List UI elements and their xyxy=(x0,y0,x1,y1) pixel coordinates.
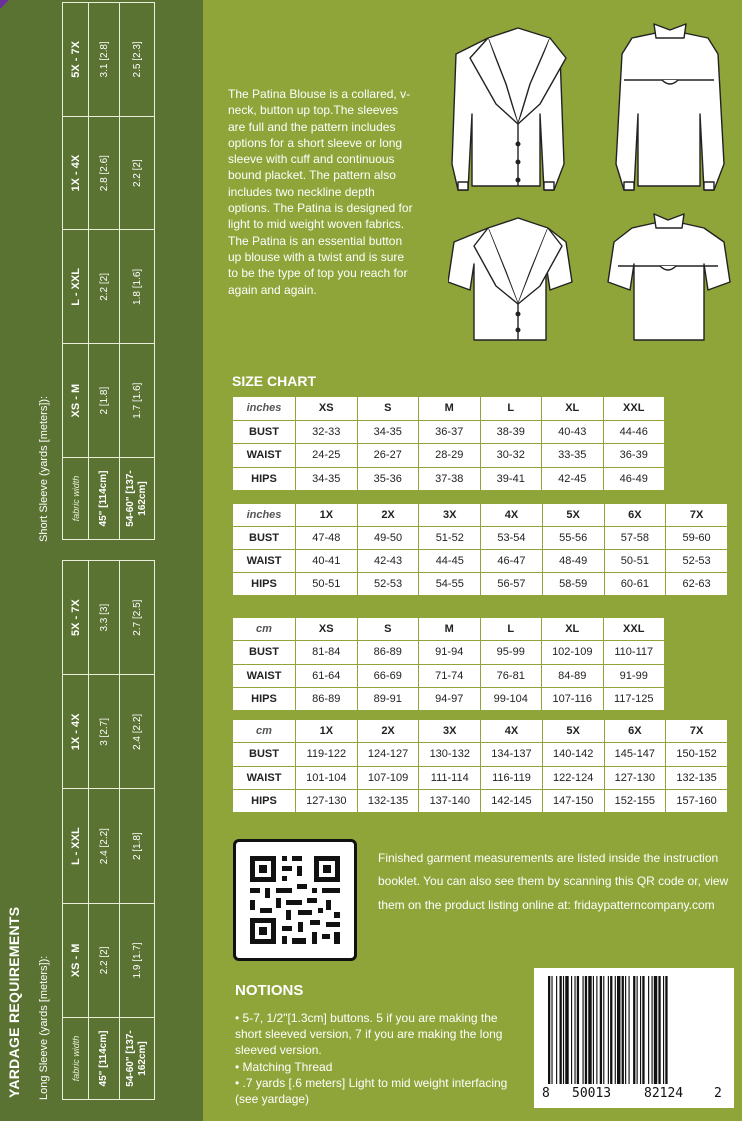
table-cell: 2.4 [2.2] xyxy=(89,789,120,903)
barcode-bars-icon xyxy=(534,968,734,1086)
table-cell: L - XXL xyxy=(63,789,89,903)
table-cell: 1X xyxy=(296,720,358,743)
barcode-bar xyxy=(600,976,602,1084)
table-cell: XS xyxy=(296,397,358,421)
table-cell: 137-140 xyxy=(419,789,481,812)
table-cell: 3X xyxy=(419,720,481,743)
table-cell: 3.3 [3] xyxy=(89,561,120,675)
table-cell: 61-64 xyxy=(296,664,358,687)
table-cell: 52-53 xyxy=(666,550,728,573)
table-cell: BUST xyxy=(233,641,296,664)
table-cell: 99-104 xyxy=(480,687,542,710)
table-cell: 147-150 xyxy=(542,789,604,812)
table-cell: 50-51 xyxy=(296,573,358,596)
table-cell: 101-104 xyxy=(296,766,358,789)
barcode-bar xyxy=(654,976,657,1084)
size-table-cm-standard xyxy=(232,617,665,711)
table-cell: 91-94 xyxy=(419,641,481,664)
table-cell: 32-33 xyxy=(296,420,358,444)
table-cell: 2.4 [2.2] xyxy=(120,675,155,789)
table-cell: 54-60" [137-162cm] xyxy=(120,1018,155,1100)
barcode-bar xyxy=(648,976,649,1084)
barcode-bar xyxy=(588,976,591,1084)
table-cell: 54-60" [137-162cm] xyxy=(120,458,155,540)
table-cell: HIPS xyxy=(233,573,296,596)
table-cell: 39-41 xyxy=(480,467,542,491)
table-row xyxy=(233,641,665,664)
table-cell: 130-132 xyxy=(419,743,481,766)
table-cell: 81-84 xyxy=(296,641,358,664)
table-row xyxy=(89,3,120,540)
table-cell: 2 [1.8] xyxy=(120,789,155,903)
table-cell: 55-56 xyxy=(542,527,604,550)
short-sleeve-table xyxy=(62,2,155,540)
table-cell: M xyxy=(419,397,481,421)
long-sleeve-table xyxy=(62,560,155,1100)
size-chart-title: SIZE CHART xyxy=(232,373,316,389)
table-cell: HIPS xyxy=(233,467,296,491)
barcode-digit-group: 50013 xyxy=(572,1086,612,1101)
table-cell: XXL xyxy=(603,618,665,641)
qr-code-icon xyxy=(236,842,354,958)
table-cell: 34-35 xyxy=(357,420,419,444)
table-cell: 59-60 xyxy=(666,527,728,550)
table-cell: 107-116 xyxy=(542,687,604,710)
table-cell: 111-114 xyxy=(419,766,481,789)
short-sleeve-back-illustration xyxy=(608,214,730,340)
table-cell: 157-160 xyxy=(666,789,728,812)
table-cell: XS xyxy=(296,618,358,641)
table-row xyxy=(233,789,728,812)
table-cell: 86-89 xyxy=(357,641,419,664)
short-sleeve-front-illustration xyxy=(448,218,572,340)
barcode-digit-group: 82124 xyxy=(644,1086,684,1101)
table-cell: 51-52 xyxy=(419,527,481,550)
table-cell: 57-58 xyxy=(604,527,666,550)
table-cell: XS - M xyxy=(63,903,89,1017)
table-cell: 2 [1.8] xyxy=(89,344,120,458)
table-cell: 5X xyxy=(542,720,604,743)
table-cell: 2.2 [2] xyxy=(120,116,155,230)
table-cell: 4X xyxy=(481,504,543,527)
table-cell: S xyxy=(357,618,419,641)
table-cell: 30-32 xyxy=(480,444,542,468)
table-cell: 26-27 xyxy=(357,444,419,468)
table-cell: 76-81 xyxy=(480,664,542,687)
table-row xyxy=(233,504,728,527)
list-item: • .7 yards [.6 meters] Light to mid weight interfacing (see yardage) xyxy=(235,1075,508,1107)
table-cell: 94-97 xyxy=(419,687,481,710)
table-cell: XL xyxy=(542,618,604,641)
table-cell: 2X xyxy=(357,504,419,527)
table-cell: 62-63 xyxy=(666,573,728,596)
table-cell: 47-48 xyxy=(296,527,358,550)
barcode-bar xyxy=(610,976,612,1084)
notions-title: NOTIONS xyxy=(235,982,304,999)
table-cell: 42-43 xyxy=(357,550,419,573)
table-cell: 1X - 4X xyxy=(63,675,89,789)
table-cell: 2X xyxy=(357,720,419,743)
barcode-bar xyxy=(585,976,587,1084)
table-cell: 102-109 xyxy=(542,641,604,664)
table-cell: cm xyxy=(233,618,296,641)
table-cell: 127-130 xyxy=(296,789,358,812)
barcode xyxy=(534,968,734,1108)
table-cell: XXL xyxy=(603,397,665,421)
table-cell: XS - M xyxy=(63,344,89,458)
table-cell: 150-152 xyxy=(666,743,728,766)
table-cell: 34-35 xyxy=(296,467,358,491)
table-cell: 152-155 xyxy=(604,789,666,812)
long-sleeve-title: Long Sleeve (yards [meters]): xyxy=(38,955,50,1100)
table-cell: 119-122 xyxy=(296,743,358,766)
table-cell: 1.7 [1.6] xyxy=(120,344,155,458)
barcode-bar xyxy=(608,976,609,1084)
long-sleeve-back-illustration xyxy=(616,24,724,190)
table-cell: 1X xyxy=(296,504,358,527)
corner-mark xyxy=(0,0,9,9)
barcode-bar xyxy=(640,976,641,1084)
barcode-bar xyxy=(603,976,604,1084)
barcode-bar xyxy=(565,976,568,1084)
table-cell: 95-99 xyxy=(480,641,542,664)
barcode-bar xyxy=(596,976,597,1084)
table-row xyxy=(120,561,155,1100)
table-cell: 127-130 xyxy=(604,766,666,789)
table-cell: 44-45 xyxy=(419,550,481,573)
table-cell: 132-135 xyxy=(666,766,728,789)
table-cell: 1X - 4X xyxy=(63,116,89,230)
table-cell: 37-38 xyxy=(419,467,481,491)
table-row xyxy=(63,3,89,540)
table-row xyxy=(233,420,665,444)
barcode-bar xyxy=(665,976,667,1084)
table-cell: L xyxy=(480,397,542,421)
barcode-bar xyxy=(629,976,630,1084)
table-cell: 28-29 xyxy=(419,444,481,468)
table-cell: 7X xyxy=(666,504,728,527)
table-cell: 2.5 [2.3] xyxy=(120,3,155,117)
table-cell: 89-91 xyxy=(357,687,419,710)
barcode-bar xyxy=(577,976,579,1084)
table-cell: XL xyxy=(542,397,604,421)
table-cell: 116-119 xyxy=(481,766,543,789)
barcode-bar xyxy=(593,976,594,1084)
table-row xyxy=(233,527,728,550)
table-cell: 86-89 xyxy=(296,687,358,710)
barcode-digit-group: 8 xyxy=(542,1086,550,1101)
table-cell: 134-137 xyxy=(481,743,543,766)
table-cell: 45" [114cm] xyxy=(89,458,120,540)
table-cell: BUST xyxy=(233,527,296,550)
table-cell: 145-147 xyxy=(604,743,666,766)
table-row xyxy=(63,561,89,1100)
table-row xyxy=(233,618,665,641)
table-cell: inches xyxy=(233,504,296,527)
notions-list xyxy=(235,1010,525,1107)
pattern-description: The Patina Blouse is a collared, v-neck, button up top.The sleeves are full and the pattern includes options for a short sleeve or long sleeve with cuff and continuous bound placket. The pattern also includes two neckline depth options. The Patina is designed for light to mid weight woven fabrics. The Patina is an essential button up blouse with a twist and is sure to be the type of top you reach for again and again. xyxy=(228,87,413,297)
table-cell: 48-49 xyxy=(542,550,604,573)
table-cell: inches xyxy=(233,397,296,421)
table-cell: BUST xyxy=(233,420,296,444)
barcode-bar xyxy=(571,976,572,1084)
table-cell: 35-36 xyxy=(357,467,419,491)
table-cell: 4X xyxy=(481,720,543,743)
table-cell: 5X - 7X xyxy=(63,561,89,675)
table-cell: 52-53 xyxy=(357,573,419,596)
table-cell: BUST xyxy=(233,743,296,766)
table-cell: 45" [114cm] xyxy=(89,1018,120,1100)
table-cell: 5X xyxy=(542,504,604,527)
table-cell: 7X xyxy=(666,720,728,743)
barcode-bar xyxy=(622,976,624,1084)
barcode-bar xyxy=(642,976,644,1084)
list-item: • Matching Thread xyxy=(235,1059,333,1074)
table-cell: fabric width xyxy=(63,1018,89,1100)
list-item: • 5-7, 1/2"[1.3cm] buttons. 5 if you are making the short sleeved version, 7 if you are making the long sleeved version. xyxy=(235,1011,503,1058)
size-table-inches-plus xyxy=(232,503,728,596)
table-cell: 110-117 xyxy=(603,641,665,664)
barcode-digits xyxy=(534,1086,734,1104)
barcode-bar xyxy=(574,976,575,1084)
table-cell: 2.2 [2] xyxy=(89,230,120,344)
barcode-bar xyxy=(556,976,557,1084)
barcode-bar xyxy=(551,976,552,1084)
table-cell: M xyxy=(419,618,481,641)
garment-illustrations xyxy=(448,14,738,350)
table-cell: 36-37 xyxy=(419,420,481,444)
qr-instructions: Finished garment measurements are listed inside the instruction booklet. You can also see them by scanning this QR code or, view them on the product listing online at: fridaypatterncompany.com xyxy=(378,851,729,912)
long-sleeve-front-illustration xyxy=(452,28,566,190)
table-cell: 36-39 xyxy=(603,444,665,468)
table-cell: 2.2 [2] xyxy=(89,903,120,1017)
table-cell: L xyxy=(480,618,542,641)
table-row xyxy=(233,573,728,596)
table-row xyxy=(233,467,665,491)
qr-code[interactable] xyxy=(233,839,357,961)
table-cell: 6X xyxy=(604,720,666,743)
table-cell: cm xyxy=(233,720,296,743)
table-cell: 40-41 xyxy=(296,550,358,573)
table-cell: 2.8 [2.6] xyxy=(89,116,120,230)
table-cell: 84-89 xyxy=(542,664,604,687)
table-cell: WAIST xyxy=(233,444,296,468)
table-cell: 66-69 xyxy=(357,664,419,687)
table-cell: 42-45 xyxy=(542,467,604,491)
size-table-inches-standard xyxy=(232,396,665,491)
table-cell: 1.9 [1.7] xyxy=(120,903,155,1017)
table-cell: WAIST xyxy=(233,664,296,687)
table-cell: 54-55 xyxy=(419,573,481,596)
table-row xyxy=(233,687,665,710)
table-cell: 124-127 xyxy=(357,743,419,766)
short-sleeve-title: Short Sleeve (yards [meters]): xyxy=(38,395,50,542)
barcode-bar xyxy=(625,976,626,1084)
table-cell: 132-135 xyxy=(357,789,419,812)
size-table-cm-plus xyxy=(232,719,728,813)
table-row xyxy=(233,720,728,743)
barcode-bar xyxy=(633,976,635,1084)
barcode-bar xyxy=(617,976,620,1084)
barcode-bar xyxy=(637,976,638,1084)
table-cell: 24-25 xyxy=(296,444,358,468)
table-cell: 58-59 xyxy=(542,573,604,596)
barcode-bar xyxy=(663,976,664,1084)
barcode-bar xyxy=(563,976,564,1084)
table-cell: WAIST xyxy=(233,766,296,789)
table-cell: 140-142 xyxy=(542,743,604,766)
table-row xyxy=(120,3,155,540)
table-cell: 6X xyxy=(604,504,666,527)
table-cell: 60-61 xyxy=(604,573,666,596)
table-cell: 5X - 7X xyxy=(63,3,89,117)
table-row xyxy=(89,561,120,1100)
barcode-bar xyxy=(652,976,653,1084)
table-cell: 50-51 xyxy=(604,550,666,573)
table-cell: 56-57 xyxy=(481,573,543,596)
table-cell: 38-39 xyxy=(480,420,542,444)
barcode-bar xyxy=(658,976,660,1084)
table-cell: 117-125 xyxy=(603,687,665,710)
barcode-bar xyxy=(560,976,562,1084)
table-cell: 107-109 xyxy=(357,766,419,789)
table-cell: 142-145 xyxy=(481,789,543,812)
table-cell: 1.8 [1.6] xyxy=(120,230,155,344)
table-cell: WAIST xyxy=(233,550,296,573)
table-row xyxy=(233,743,728,766)
table-cell: 3X xyxy=(419,504,481,527)
table-row xyxy=(233,664,665,687)
table-row xyxy=(233,444,665,468)
barcode-bar xyxy=(548,976,550,1084)
barcode-digit-group: 2 xyxy=(714,1086,722,1101)
table-cell: 2.7 [2.5] xyxy=(120,561,155,675)
table-cell: 3 [2.7] xyxy=(89,675,120,789)
table-cell: 122-124 xyxy=(542,766,604,789)
table-cell: HIPS xyxy=(233,789,296,812)
table-row xyxy=(233,550,728,573)
table-cell: 40-43 xyxy=(542,420,604,444)
yardage-heading: YARDAGE REQUIREMENTS xyxy=(6,906,22,1098)
table-cell: fabric width xyxy=(63,458,89,540)
table-row xyxy=(233,766,728,789)
table-cell: L - XXL xyxy=(63,230,89,344)
table-cell: 46-47 xyxy=(481,550,543,573)
table-cell: 53-54 xyxy=(481,527,543,550)
table-cell: 91-99 xyxy=(603,664,665,687)
table-cell: 44-46 xyxy=(603,420,665,444)
table-cell: 46-49 xyxy=(603,467,665,491)
table-cell: HIPS xyxy=(233,687,296,710)
table-cell: S xyxy=(357,397,419,421)
table-row xyxy=(233,397,665,421)
table-cell: 49-50 xyxy=(357,527,419,550)
table-cell: 33-35 xyxy=(542,444,604,468)
barcode-bar xyxy=(583,976,584,1084)
barcode-bar xyxy=(615,976,616,1084)
table-cell: 3.1 [2.8] xyxy=(89,3,120,117)
table-cell: 71-74 xyxy=(419,664,481,687)
